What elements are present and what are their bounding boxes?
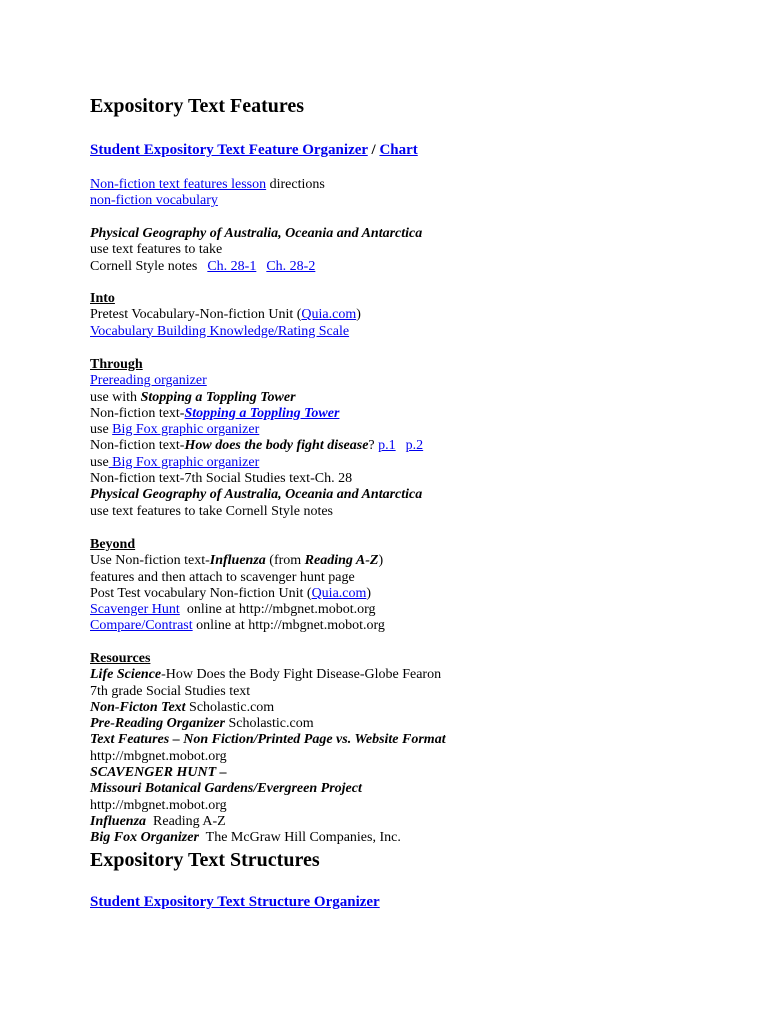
posttest-prefix: Post Test vocabulary Non-fiction Unit ( — [90, 585, 312, 601]
text-features-line: Text Features – Non Fiction/Printed Page vs. Website Format — [90, 732, 446, 748]
pretest-suffix: ) — [356, 307, 361, 323]
vocab-line — [90, 193, 750, 209]
url-line-2: http://mbgnet.mobot.org — [90, 797, 227, 813]
url-line-1: http://mbgnet.mobot.org — [90, 748, 227, 764]
feature-organizer-link[interactable]: Student Expository Text Feature Organizer — [90, 142, 368, 158]
through-block — [90, 357, 750, 520]
cornell-line: use text features to take Cornell Style notes — [90, 503, 333, 519]
geography-title-2: Physical Geography of Australia, Oceania and Antarctica — [90, 487, 423, 503]
nonficton-line — [90, 700, 750, 716]
scavenger-hunt-link[interactable]: Scavenger Hunt — [90, 602, 180, 618]
intro-block — [90, 177, 750, 210]
resources-heading: Resources — [90, 651, 151, 666]
social-studies-line: Non-fiction text-7th Social Studies text-Ch. 28 — [90, 471, 353, 487]
from-text: (from — [265, 553, 305, 569]
pretest-line — [90, 307, 750, 323]
use-text-2: use — [90, 454, 109, 470]
nonficton-title: Non-Ficton Text — [90, 699, 186, 715]
toppling-title: Stopping a Toppling Tower — [140, 389, 296, 405]
page-title: Expository Text Features — [90, 95, 305, 117]
bigfox-res-title: Big Fox Organizer — [90, 830, 199, 846]
compare-contrast-link[interactable]: Compare/Contrast — [90, 618, 193, 634]
geography-title: Physical Geography of Australia, Oceania and Antarctica — [90, 226, 423, 241]
prereading-suffix: Scholastic.com — [224, 716, 314, 732]
pretest-prefix: Pretest Vocabulary-Non-fiction Unit ( — [90, 307, 302, 323]
body-q: ? — [368, 438, 379, 454]
nonficton-suffix: Scholastic.com — [185, 699, 275, 715]
prereading-res-line — [90, 716, 750, 732]
use-text: use — [90, 422, 113, 438]
chart-link[interactable]: Chart — [379, 142, 418, 158]
ch-28-2-link[interactable]: Ch. 28-2 — [266, 258, 316, 274]
compare-line — [90, 618, 750, 634]
body-disease-line — [90, 438, 750, 454]
life-science-title: Life Science — [90, 667, 162, 683]
missouri-line: Missouri Botanical Gardens/Evergreen Project — [90, 781, 362, 797]
prereading-organizer-link[interactable]: Prereading organizer — [90, 373, 207, 389]
influenza-res-title: Influenza — [90, 813, 147, 829]
influenza-line — [90, 553, 750, 569]
bigfox-line — [90, 422, 750, 438]
influenza-title: Influenza — [209, 553, 266, 569]
structure-organizer-line — [90, 893, 380, 911]
beyond-heading: Beyond — [90, 537, 136, 552]
geography-block — [90, 226, 750, 275]
geography-line2: use text features to take — [90, 242, 223, 258]
p2-link[interactable]: p.2 — [405, 438, 424, 454]
quia-link[interactable]: Quia.com — [301, 307, 357, 323]
vocab-link[interactable]: non-fiction vocabulary — [90, 193, 218, 209]
beyond-block — [90, 537, 750, 635]
section2-title: Expository Text Structures — [90, 849, 320, 871]
use-with-text: use with — [90, 389, 141, 405]
bigfox-link[interactable]: Big Fox graphic organizer — [112, 422, 260, 438]
nonfiction-prefix: Non-fiction text- — [90, 405, 185, 421]
use-with-line — [90, 390, 750, 406]
bigfox-res-suffix: The McGraw Hill Companies, Inc. — [198, 830, 401, 846]
toppling-line — [90, 406, 750, 422]
resources-block — [90, 651, 750, 847]
reading-az-title: Reading A-Z — [304, 553, 379, 569]
posttest-quia-link[interactable]: Quia.com — [311, 585, 367, 601]
influenza-res-line — [90, 814, 750, 830]
separator: / — [367, 142, 380, 158]
bigfox-res-line — [90, 830, 750, 846]
compare-suffix: online at http://mbgnet.mobot.org — [192, 618, 385, 634]
scavenger-line — [90, 602, 750, 618]
features-line: features and then attach to scavenger hunt page — [90, 569, 355, 585]
geography-line3 — [90, 259, 750, 275]
lesson-suffix: directions — [266, 177, 325, 192]
influenza-res-suffix: Reading A-Z — [146, 813, 226, 829]
body-prefix: Non-fiction text- — [90, 438, 185, 454]
life-suffix: -How Does the Body Fight Disease-Globe Fearon — [161, 667, 442, 683]
grade-line: 7th grade Social Studies text — [90, 683, 251, 699]
p1-link[interactable]: p.1 — [378, 438, 396, 454]
lesson-line — [90, 177, 750, 193]
into-heading: Into — [90, 291, 115, 306]
rating-scale-link[interactable]: Vocabulary Building Knowledge/Rating Scale — [90, 323, 350, 339]
posttest-suffix: ) — [366, 585, 372, 601]
cornell-text: Cornell Style notes — [90, 258, 198, 274]
life-science-line — [90, 667, 750, 683]
use-prefix: Use Non-fiction text- — [90, 553, 210, 569]
body-title: How does the body fight disease — [184, 438, 369, 454]
into-block — [90, 291, 750, 340]
close-paren: ) — [378, 553, 384, 569]
lesson-link[interactable]: Non-fiction text features lesson — [90, 177, 267, 192]
ch-28-1-link[interactable]: Ch. 28-1 — [207, 258, 257, 274]
scavenger-suffix: online at http://mbgnet.mobot.org — [179, 602, 376, 618]
bigfox-line-2 — [90, 455, 750, 471]
prereading-title: Pre-Reading Organizer — [90, 716, 225, 732]
bigfox-link-2[interactable]: Big Fox graphic organizer — [108, 454, 260, 470]
rating-line — [90, 324, 750, 340]
through-heading: Through — [90, 357, 143, 372]
toppling-link[interactable]: Stopping a Toppling Tower — [184, 405, 340, 421]
scavenger-res-line: SCAVENGER HUNT – — [90, 765, 227, 781]
organizer-links — [90, 141, 418, 159]
posttest-line — [90, 586, 750, 602]
structure-organizer-link[interactable]: Student Expository Text Structure Organizer — [90, 894, 380, 910]
prereading-line — [90, 373, 750, 389]
